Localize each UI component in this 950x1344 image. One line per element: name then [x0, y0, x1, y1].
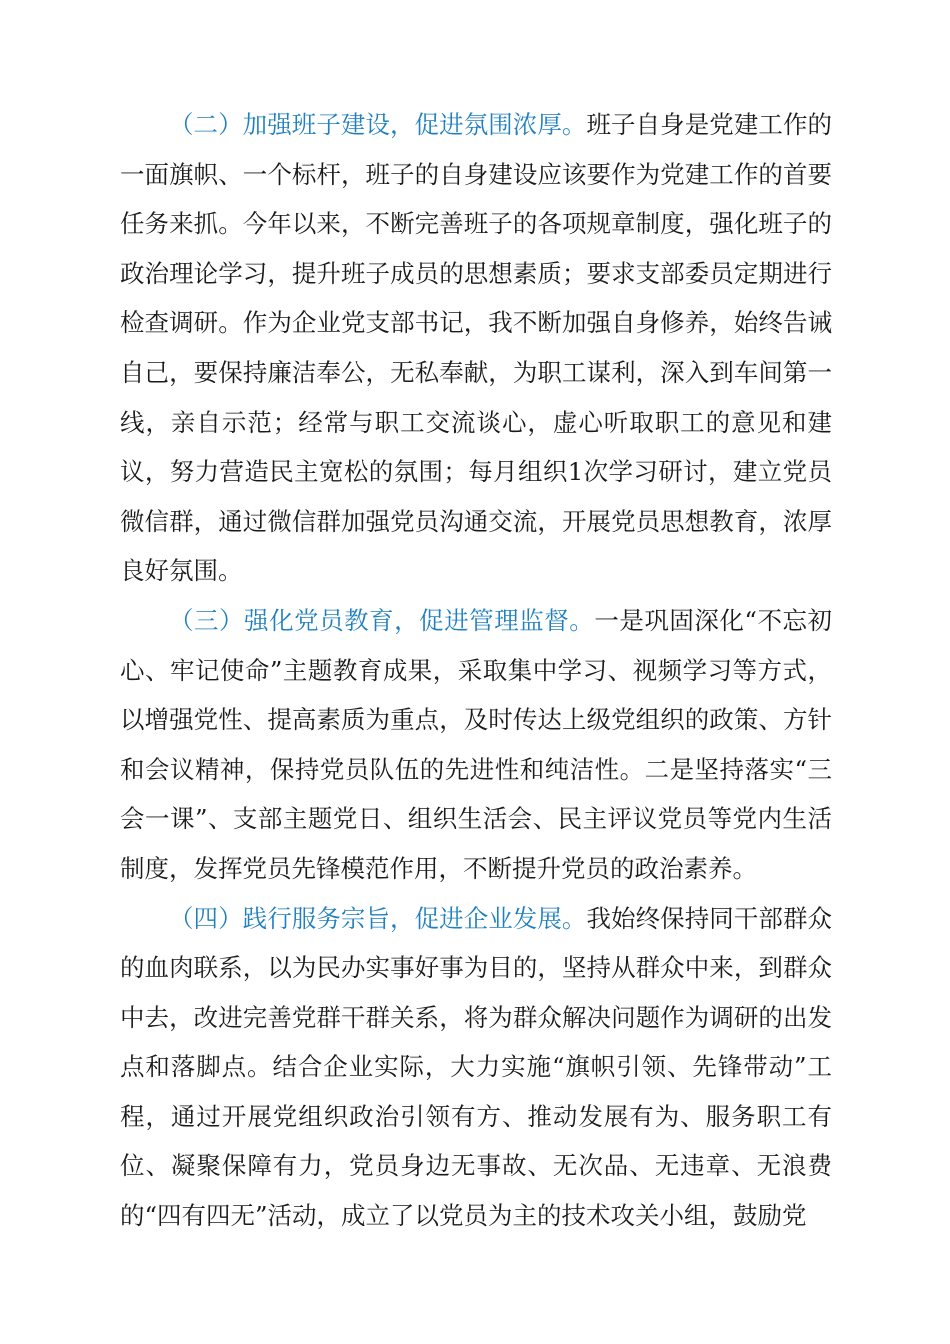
paragraph-4 — [120, 894, 832, 1241]
paragraph-2 — [120, 100, 832, 596]
paragraph-body-2: 班子自身是党建工作的一面旗帜、一个标杆，班子的自身建设应该要作为党建工作的首要任务来抓。今年以来，不断完善班子的各项规章制度，强化班子的政治理论学习，提升班子成员的思想素质；要求支部委员定期进行检查调研。作为企业党支部书记，我不断加强自身修养，始终告诫自己，要保持廉洁奉公，无私奉献，为职工谋利，深入到车间第一线，亲自示范；经常与职工交流谈心，虚心听取职工的意见和建议，努力营造民主宽松的氛围；每月组织1次学习研讨，建立党员微信群，通过微信群加强党员沟通交流，开展党员思想教育，浓厚良好氛围。 — [120, 110, 833, 586]
document-page — [120, 100, 832, 1241]
section-heading-3: （三）强化党员教育，促进管理监督。 — [169, 605, 595, 635]
section-heading-4: （四）践行服务宗旨，促进企业发展。 — [169, 903, 587, 933]
section-heading-2: （二）加强班子建设，促进氛围浓厚。 — [169, 110, 587, 139]
paragraph-3 — [120, 596, 832, 894]
paragraph-body-3: 一是巩固深化“不忘初心、牢记使命”主题教育成果，采取集中学习、视频学习等方式，以增强党性、提高素质为重点，及时传达上级党组织的政策、方针和会议精神，保持党员队伍的先进性和纯洁性。二是坚持落实“三会一课”、支部主题党日、组织生活会、民主评议党员等党内生活制度，发挥党员先锋模范作用，不断提升党员的政治素养。 — [120, 605, 832, 883]
paragraph-body-4: 我始终保持同干部群众的血肉联系，以为民办实事好事为目的，坚持从群众中来，到群众中去，改进完善党群干群关系，将为群众解决问题作为调研的出发点和落脚点。结合企业实际，大力实施“旗帜引领、先锋带动”工程，通过开展党组织政治引领有方、推动发展有为、服务职工有位、凝聚保障有力，党员身边无事故、无次品、无违章、无浪费的“四有四无”活动，成立了以党员为主的技术攻关小组，鼓励党 — [120, 903, 833, 1231]
